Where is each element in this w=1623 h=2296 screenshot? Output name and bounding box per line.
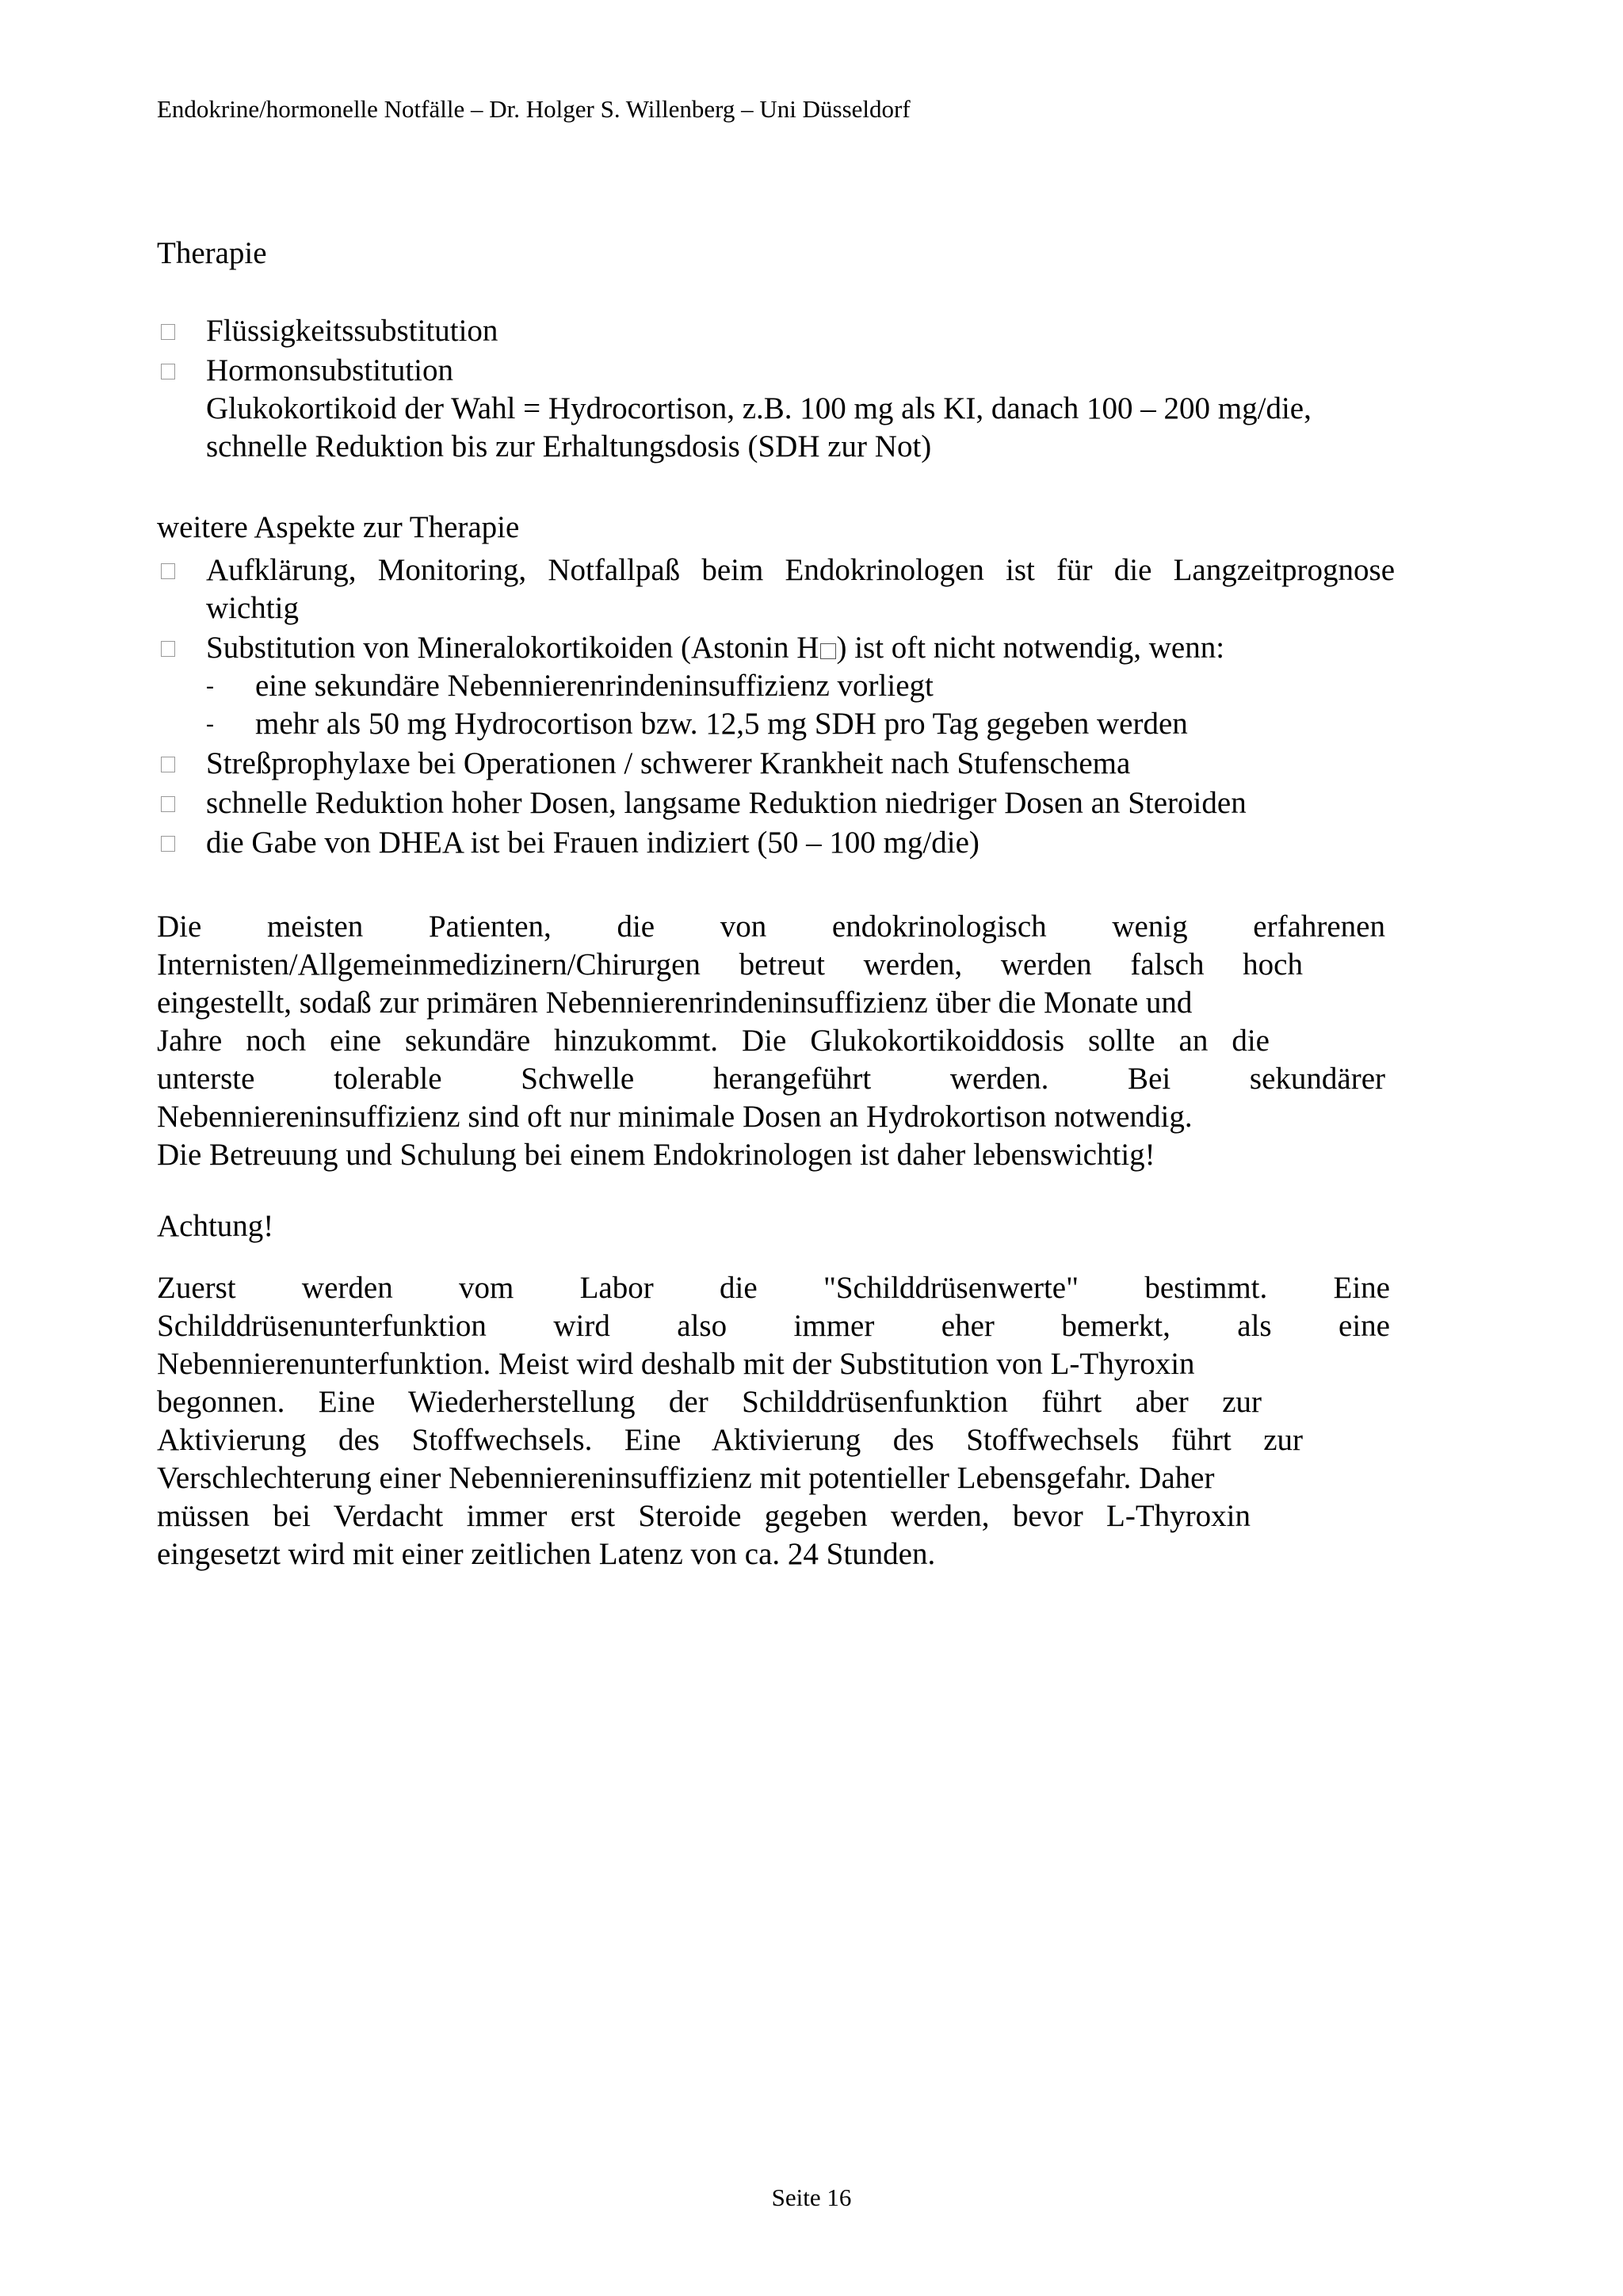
list-item — [157, 824, 1395, 862]
page-number: Seite 16 — [771, 2183, 852, 2211]
therapy-list — [157, 312, 1393, 466]
paragraph-line: Jahre noch eine sekundäre hinzukommt. Die Glukokortikoiddosis sollte an die — [157, 1024, 1270, 1058]
list-item — [157, 629, 1395, 743]
paragraph-patients — [157, 908, 1393, 1174]
paragraph-line: Die Betreuung und Schulung bei einem Endokrinologen ist daher lebenswichtig! — [157, 1138, 1155, 1172]
paragraph-line: unterste tolerable Schwelle herangeführt werden. Bei sekundärer — [157, 1062, 1385, 1096]
list-item — [157, 745, 1395, 783]
paragraph-line: Die meisten Patienten, die von endokrinologisch wenig erfahrenen — [157, 910, 1385, 944]
list-item-text-part: Substitution von Mineralokortikoiden (Astonin H — [206, 631, 819, 665]
paragraph-line: Aktivierung des Stoffwechsels. Eine Aktivierung des Stoffwechsels führt zur — [157, 1423, 1303, 1457]
paragraph-line: Nebenniereninsuffizienz sind oft nur minimale Dosen an Hydrokortison notwendig. — [157, 1100, 1193, 1134]
list-item-text: schnelle Reduktion hoher Dosen, langsame Reduktion niedriger Dosen an Steroiden — [206, 786, 1247, 820]
checkbox-bullet-icon — [161, 563, 175, 579]
page-content — [157, 235, 1393, 1573]
list-item-text: Flüssigkeitssubstitution — [206, 314, 498, 348]
paragraph-schilddruese — [157, 1269, 1393, 1573]
paragraph-line: müssen bei Verdacht immer erst Steroide gegeben werden, bevor L-Thyroxin — [157, 1499, 1251, 1533]
list-item-note: Glukokortikoid der Wahl = Hydrocortison, z.B. 100 mg als KI, danach 100 – 200 mg/die, schnelle Reduktion bis zur Erhaltungsdosis (SDH zur Not) — [206, 391, 1312, 463]
checkbox-bullet-icon — [161, 796, 175, 812]
dash-bullet-icon: - — [206, 673, 214, 699]
section-heading-weitere-aspekte: weitere Aspekte zur Therapie — [157, 510, 520, 544]
list-item — [157, 551, 1395, 627]
checkbox-bullet-icon — [161, 364, 175, 379]
list-item-text: die Gabe von DHEA ist bei Frauen indiziert (50 – 100 mg/die) — [206, 826, 980, 860]
checkbox-bullet-icon — [161, 324, 175, 340]
achtung-heading: Achtung! — [157, 1209, 274, 1243]
sub-list-item-text: mehr als 50 mg Hydrocortison bzw. 12,5 mg SDH pro Tag gegeben werden — [255, 707, 1188, 741]
sub-list-item — [206, 667, 1395, 705]
dash-bullet-icon: - — [206, 711, 214, 737]
paragraph-line: begonnen. Eine Wiederherstellung der Schilddrüsenfunktion führt aber zur — [157, 1385, 1262, 1419]
checkbox-bullet-icon — [161, 836, 175, 852]
paragraph-line: Internisten/Allgemeinmedizinern/Chirurgen betreut werden, werden falsch hoch — [157, 948, 1303, 982]
registered-mark-icon — [820, 643, 836, 659]
sub-list-item-text: eine sekundäre Nebennierenrindeninsuffizienz vorliegt — [255, 669, 934, 703]
checkbox-bullet-icon — [161, 641, 175, 657]
sub-list — [206, 667, 1395, 743]
paragraph-line: eingestellt, sodaß zur primären Nebennierenrindeninsuffizienz über die Monate und — [157, 986, 1193, 1020]
aspects-list — [157, 551, 1393, 862]
paragraph-line: Verschlechterung einer Nebenniereninsuffizienz mit potentieller Lebensgefahr. Daher — [157, 1461, 1215, 1495]
paragraph-line: eingesetzt wird mit einer zeitlichen Latenz von ca. 24 Stunden. — [157, 1537, 936, 1571]
list-item-text: Aufklärung, Monitoring, Notfallpaß beim Endokrinologen ist für die Langzeitprognose wichtig — [206, 553, 1395, 625]
list-item — [157, 352, 1395, 466]
section-heading-therapie: Therapie — [157, 236, 267, 270]
paragraph-line: Nebennierenunterfunktion. Meist wird deshalb mit der Substitution von L-Thyroxin — [157, 1347, 1195, 1381]
checkbox-bullet-icon — [161, 757, 175, 772]
list-item-text: Streßprophylaxe bei Operationen / schwerer Krankheit nach Stufenschema — [206, 746, 1131, 780]
paragraph-line: Schilddrüsenunterfunktion wird also immer eher bemerkt, als eine — [157, 1309, 1390, 1343]
running-header: Endokrine/hormonelle Notfälle – Dr. Holger S. Willenberg – Uni Düsseldorf — [157, 95, 911, 123]
sub-list-item — [206, 705, 1395, 743]
list-item-text-part: ) ist oft nicht notwendig, wenn: — [836, 631, 1225, 665]
list-item — [157, 312, 1395, 350]
paragraph-line: Zuerst werden vom Labor die "Schilddrüsenwerte" bestimmt. Eine — [157, 1271, 1390, 1305]
list-item — [157, 784, 1395, 822]
list-item-text: Hormonsubstitution — [206, 353, 454, 387]
